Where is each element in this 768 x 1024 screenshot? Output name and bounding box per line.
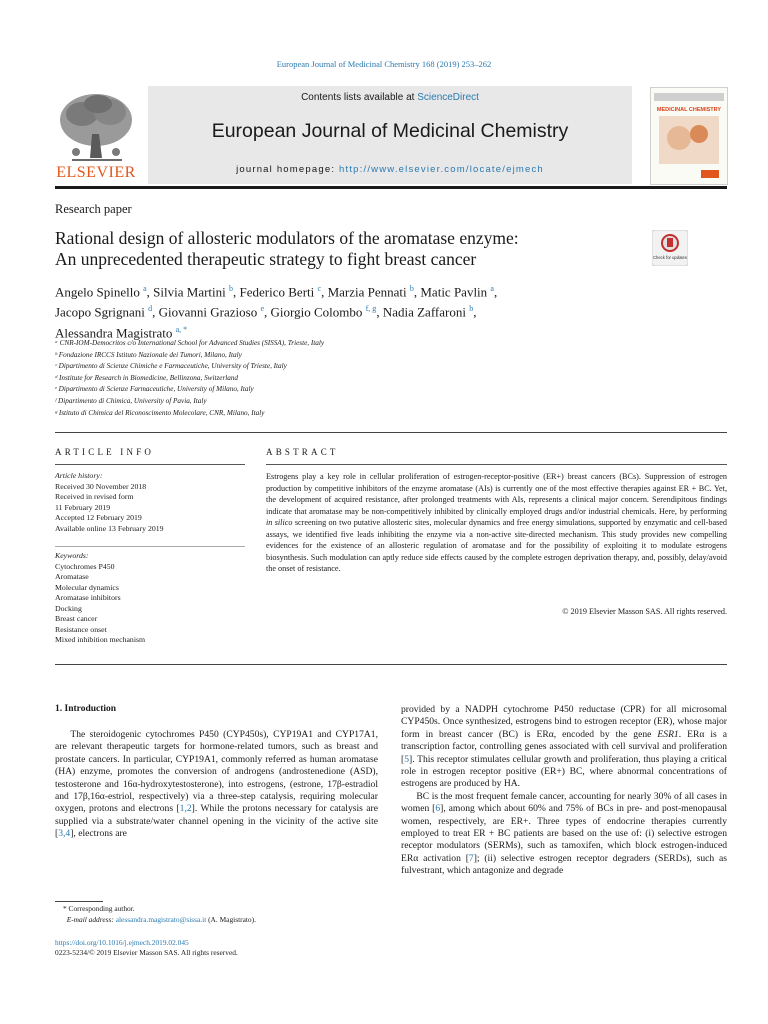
article-type: Research paper <box>55 202 132 216</box>
author-affiliation-marker[interactable]: f, g <box>365 304 377 314</box>
header-rule <box>55 186 727 189</box>
author-name[interactable]: Nadia Zaffaroni <box>382 304 466 320</box>
keyword-item: Docking <box>55 603 82 613</box>
reference-link[interactable]: 6 <box>435 803 441 815</box>
history-item: Available online 13 February 2019 <box>55 523 164 533</box>
author-name[interactable]: Marzia Pennati <box>327 284 407 300</box>
keyword-item: Cytochromes P450 <box>55 561 115 571</box>
body-text: ]; (ii) selective estrogen receptor degraders (SERDs), such as fulvestrant, which antagonize and degrade <box>401 852 727 877</box>
author-name[interactable]: Jacopo Sgrignani <box>55 304 145 320</box>
abstract-rule <box>266 464 727 465</box>
reference-link[interactable]: 7 <box>468 852 474 864</box>
title-line-1: Rational design of allosteric modulators of the aromatase enzyme: <box>55 228 519 248</box>
body-text: ]. This receptor stimulates cellular growth and proliferation, thus playing a critical role in estrogen receptor positive (ER+) BC, where abnormal concentrations of estrogens are produced by HA. <box>401 753 727 790</box>
affiliation-item: ᶜ Dipartimento di Scienze Chimiche e Farmaceutiche, University of Trieste, Italy <box>55 362 287 371</box>
keyword-item: Molecular dynamics <box>55 582 119 592</box>
abstract-text <box>266 471 727 575</box>
homepage-link[interactable]: http://www.elsevier.com/locate/ejmech <box>339 164 544 175</box>
footnote-rule <box>55 901 103 902</box>
affiliation-list <box>55 338 655 419</box>
keywords-rule <box>55 546 245 547</box>
affiliation-item: ᶠ Dipartimento di Chimica, University of Pavia, Italy <box>55 396 207 405</box>
issn-copyright: 0223-5234/© 2019 Elsevier Masson SAS. All rights reserved. <box>55 948 238 957</box>
author-name[interactable]: Angelo Spinello <box>55 284 140 300</box>
journal-title: European Journal of Medicinal Chemistry <box>211 120 569 142</box>
author-affiliation-marker[interactable]: b <box>229 284 234 293</box>
article-title <box>55 228 645 270</box>
author-affiliation-marker[interactable]: e <box>260 304 265 314</box>
author-affiliation-marker[interactable]: a <box>490 284 494 293</box>
homepage-prefix: journal homepage: <box>236 164 339 175</box>
abstract-part-1: Estrogens play a key role in cellular proliferation of estrogen-receptor-positive (ER+) breast cancers (BCs). Suppression of estrogen production by competitive inhibitors of the enzyme aromatase (AIs) is currently one of the most effective therapies against ER + BC. Yet, the development of acquired resistance, after prolonged treatments with AIs, represents a clinical major concern. Serendipitous findings indicate that aromatase may be non-competitively inhibited by clinically employed drugs and/or industrial chemicals. Here, by performing <box>266 472 727 516</box>
elsevier-wordmark: ELSEVIER <box>56 164 136 181</box>
keyword-list <box>55 551 255 646</box>
author-name[interactable]: Alessandra Magistrato <box>55 324 173 340</box>
reference-link[interactable]: 3,4 <box>58 828 71 840</box>
author-affiliation-marker[interactable]: d <box>148 304 153 314</box>
author-affiliation-marker[interactable]: a, * <box>175 324 188 334</box>
history-item: 11 February 2019 <box>55 502 111 512</box>
body-text: ]. While the protons necessary for catalysis are supplied via a substrate/water channel opening in the vicinity of the active site [ <box>55 803 378 840</box>
abstract-copyright: © 2019 Elsevier Masson SAS. All rights reserved. <box>562 607 727 616</box>
author-affiliation-marker[interactable]: b <box>469 304 474 314</box>
affiliation-item: ᵉ Dipartimento di Scienze Farmaceutiche, University of Milano, Italy <box>55 385 254 394</box>
affiliation-item: ᵍ Istituto di Chimica del Riconoscimento Molecolare, CNR, Milano, Italy <box>55 408 265 417</box>
author-name[interactable]: Giovanni Grazioso <box>158 304 258 320</box>
body-text: provided by a NADPH cytochrome P450 reductase (CPR) for all microsomal CYP450s. Once synthesized, estrogens bind to estrogen receptor (ER), whose major form in breast cancer (BC) is ERα, encoded by the gene <box>401 704 727 740</box>
email-suffix: (A. Magistrato). <box>206 915 256 924</box>
body-text: The steroidogenic cytochromes P450 (CYP450s), CYP19A1 and CYP17A1, are relevant therapeutic targets for hormone-related tumors, such as breast and prostate cancers. In particular, CYP19A1, commonly referred as human aromatase (HA) enzyme, promotes the conversion of androgens (androstenedione (ASD), testosterone and 16α-hydroxytestosterone), into estrogens, (estrone, 17β-estradiol and 17β,16α-estriol, respectively) via a three-step catalysis, requiring molecular oxygen, protons and electrons [ <box>55 729 378 815</box>
body-text: ], among which about 60% and 75% of BCs in pre- and post-menopausal women, respectively, are ER+. Three types of endocrine therapies currently employed to treat ER + BC patients are based on the use of: (i) selective estrogen receptor modulators (SERMs), such as tamoxifen, which block estrogen-induced ERα activation [ <box>401 803 727 864</box>
email-label: E-mail address: <box>66 915 116 924</box>
author-name[interactable]: Silvia Martini <box>153 284 226 300</box>
introduction-heading: 1. Introduction <box>55 704 117 714</box>
abstract-part-2: screening on two putative allosteric sites, molecular dynamics and free energy simulations, supported by enzymatic and cell-based assays, we identified five leads inhibiting the enzyme via a non-active site-directed mechanism. This study provides new compelling evidences for the existence of an allosteric regulation of aromatase and for the possibility of exploiting it to modulate estrogens biosynthesis. Such modulation can aptly reduce side effects caused by the complete estrogen deprivation therapy, and, possibly, delay/avoid the onset of resistance. <box>266 518 727 573</box>
author-name[interactable]: Giorgio Colombo <box>270 304 363 320</box>
keyword-item: Resistance onset <box>55 624 107 634</box>
abstract-heading: ABSTRACT <box>266 447 339 457</box>
gene-name: ESR1 <box>657 728 679 740</box>
author-name[interactable]: Federico Berti <box>239 284 315 300</box>
article-info-rule <box>55 464 245 465</box>
keyword-item: Mixed inhibition mechanism <box>55 635 146 644</box>
author-list: Angelo Spinello $^a$, Silvia Martini $^b$, Federico Berti $^c$, Marzia Pennati $^b$, Matic Pavlin $^a$, Jacopo Sgrignani $^d$, Giovanni Grazioso $^e$, Giorgio Colombo $^{f, g}$, Nadia Zaffaroni $^b$, Alessandra Magistrato $^{a, *}$ <box>55 284 498 340</box>
keyword-item: Aromatase <box>55 572 89 581</box>
body-text: ], electrons are <box>70 828 127 840</box>
affiliation-item: ᵃ CNR-IOM-Democritos c/o International School for Advanced Studies (SISSA), Trieste, Italy <box>55 339 325 347</box>
title-line-2: An unprecedented therapeutic strategy to fight breast cancer <box>55 249 477 269</box>
journal-citation-link[interactable]: European Journal of Medicinal Chemistry 168 (2019) 253–262 <box>276 59 492 69</box>
body-column-left <box>55 729 378 841</box>
body-column-right <box>401 704 727 878</box>
history-item: Received 30 November 2018 <box>55 481 147 491</box>
author-name[interactable]: Matic Pavlin <box>420 284 488 300</box>
doi-link[interactable]: https://doi.org/10.1016/j.ejmech.2019.02.045 <box>55 938 189 947</box>
contents-prefix: Contents lists available at <box>301 92 418 103</box>
keyword-item: Breast cancer <box>55 614 98 623</box>
history-label: Article history: <box>55 471 103 480</box>
body-paragraph <box>401 704 727 791</box>
email-line <box>63 914 363 925</box>
cover-title-text: MEDICINAL CHEMISTRY <box>656 107 722 113</box>
email-link[interactable]: alessandra.magistrato@sissa.it <box>115 915 207 924</box>
reference-link[interactable]: 5 <box>404 753 409 765</box>
keywords-label: Keywords: <box>55 551 89 560</box>
abstract-italic-term: in silico <box>266 518 293 527</box>
body-text: BC is the most frequent female cancer, accounting for nearly 30% of all cases in women [ <box>401 790 727 815</box>
contents-line <box>148 92 632 103</box>
journal-homepage-line <box>148 164 632 175</box>
body-text: . ERα is a transcription factor, controlling genes associated with cell survival and proliferation [ <box>401 728 727 765</box>
history-item: Accepted 12 February 2019 <box>55 513 142 522</box>
affiliation-item: ᵇ Fondazione IRCCS Istituto Nazionale dei Tumori, Milano, Italy <box>55 350 242 359</box>
corresponding-author-footnote <box>63 903 363 925</box>
section-divider <box>55 432 727 433</box>
corresponding-label: * Corresponding author. <box>63 904 135 913</box>
journal-cover-thumbnail[interactable] <box>650 87 728 185</box>
check-for-updates-label: Check for updates <box>653 255 687 260</box>
body-paragraph <box>401 791 727 878</box>
author-affiliation-marker[interactable]: a <box>143 284 147 293</box>
author-affiliation-marker[interactable]: c <box>317 284 322 293</box>
reference-link[interactable]: 1,2 <box>179 803 192 815</box>
sciencedirect-link[interactable]: ScienceDirect <box>417 92 479 103</box>
keyword-item: Aromatase inhibitors <box>55 593 121 602</box>
check-for-updates-badge[interactable] <box>652 230 688 266</box>
history-item: Received in revised form <box>55 492 134 501</box>
article-history <box>55 471 255 534</box>
affiliation-item: ᵈ Institute for Research in Biomedicine, Bellinzona, Switzerland <box>55 373 239 382</box>
section-divider <box>55 664 727 665</box>
author-affiliation-marker[interactable]: b <box>409 284 414 293</box>
article-info-heading: ARTICLE INFO <box>55 447 155 457</box>
